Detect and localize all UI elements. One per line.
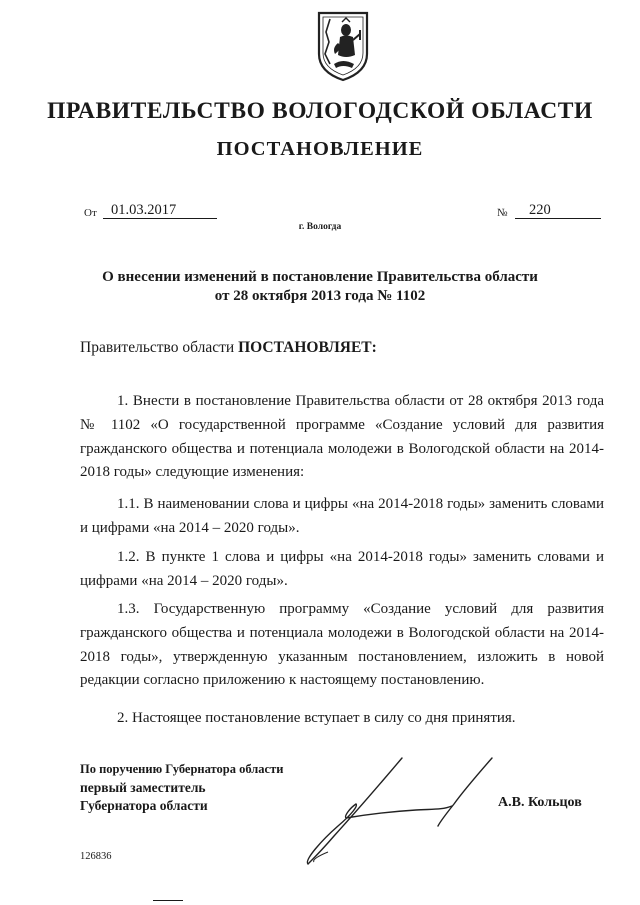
subject-line-2: от 28 октября 2013 года № 1102 (214, 288, 426, 304)
document-date: 01.03.2017 (103, 203, 217, 219)
signatory-line-3: Губернатора области (80, 798, 208, 813)
subject-line-1: О внесении изменений в постановление Правительства области (102, 269, 538, 285)
government-title: ПРАВИТЕЛЬСТВО ВОЛОГОДСКОЙ ОБЛАСТИ (47, 98, 593, 124)
document-type: ПОСТАНОВЛЕНИЕ (216, 138, 424, 160)
paragraph-2: 2. Настоящее постановление вступает в силу со дня принятия. (117, 710, 516, 726)
handwritten-signature (292, 756, 504, 868)
paragraph-1-3: 1.3. Государственную программу «Создание условий для развития гражданского общества и потенциала молодежи в Вологодской области на 2014-2018 годы», утвержденную указанным постановлением, изложить в новой редакции согласно приложению к настоящему постановлению. (80, 601, 604, 689)
city: г. Вологда (298, 222, 342, 232)
signatory-line-1: По поручению Губернатора области (80, 762, 284, 776)
decree-word: ПОСТАНОВЛЯЕТ: (238, 339, 377, 356)
document-subject (0, 268, 640, 306)
coat-of-arms-icon (316, 10, 370, 82)
paragraph-1-1: 1.1. В наименовании слова и цифры «на 2014-2018 годы» заменить словами и цифрами «на 2014 – 2020 годы». (80, 496, 604, 536)
preamble-text: Правительство области (80, 339, 239, 356)
paragraph-1: 1. Внести в постановление Правительства области от 28 октября 2013 года № 1102 «О государственной программе «Создание условий для развития гражданского общества и потенциала молодежи в Вологодской области на 2014-2018 годы» следующие изменения: (80, 393, 604, 481)
preamble (80, 339, 377, 357)
signatory-name: А.В. Кольцов (498, 795, 582, 810)
date-label: От (84, 207, 97, 219)
bottom-divider (153, 900, 183, 901)
number-label: № (497, 207, 508, 219)
registration-number: 126836 (80, 851, 112, 862)
document-number: 220 (515, 203, 601, 219)
paragraph-1-2: 1.2. В пункте 1 слова и цифры «на 2014-2018 годы» заменить словами и цифрами «на 2014 – 2020 годы». (80, 549, 604, 589)
signatory-line-2: первый заместитель (80, 780, 206, 795)
